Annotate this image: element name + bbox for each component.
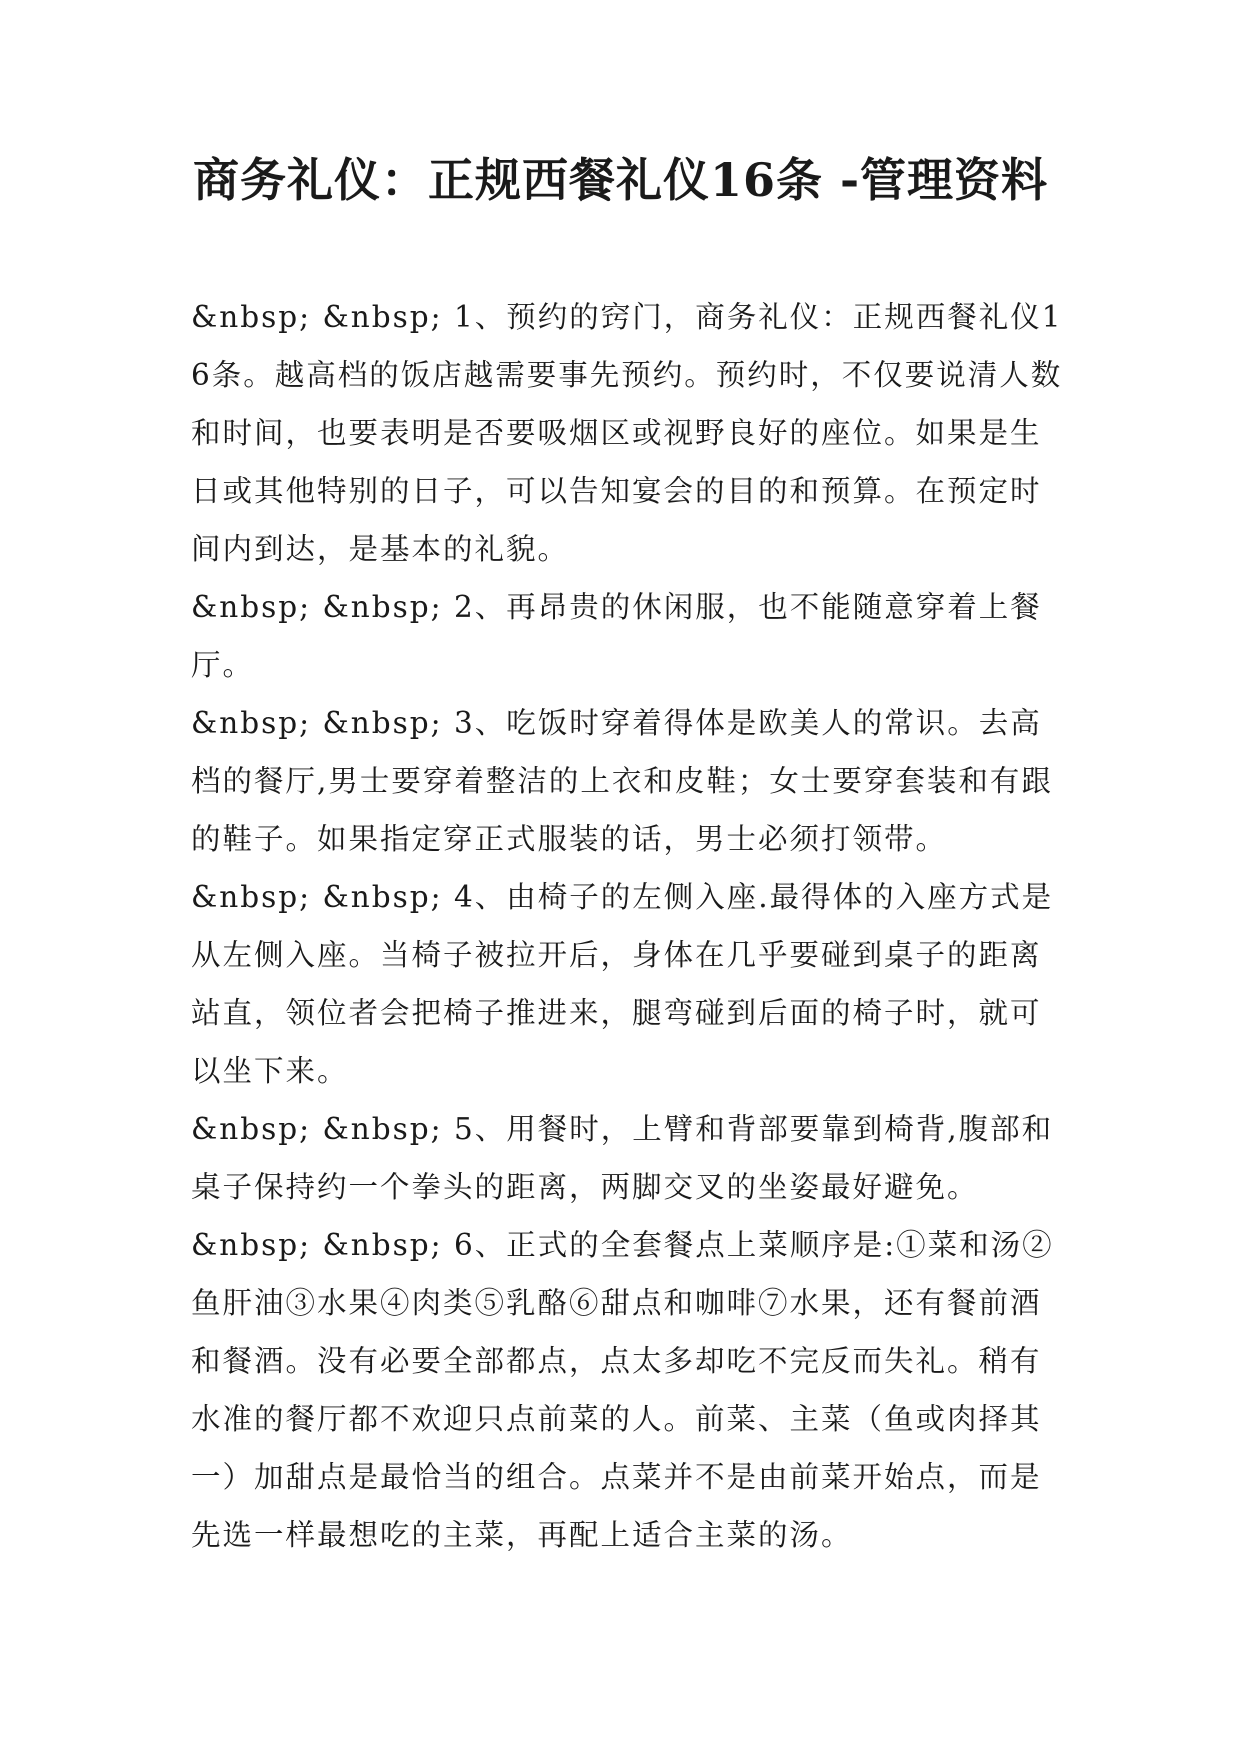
paragraph-3: &nbsp; &nbsp; 3、吃饭时穿着得体是欧美人的常识。去高档的餐厅,男士要穿着整洁的上衣和皮鞋；女士要穿套装和有跟的鞋子。如果指定穿正式服装的话，男士必须打领带。 [191,706,1053,856]
paragraph-2: &nbsp; &nbsp; 2、再昂贵的休闲服，也不能随意穿着上餐厅。 [191,590,1042,682]
document-title: 商务礼仪：正规西餐礼仪16条 -管理资料 [192,153,1049,207]
document-body [191,288,1071,1564]
paragraph-1: &nbsp; &nbsp; 1、预约的窍门，商务礼仪：正规西餐礼仪16条。越高档的饭店越需要事先预约。预约时，不仅要说清人数和时间，也要表明是否要吸烟区或视野良好的座位。如果是生日或其他特别的日子，可以告知宴会的目的和预算。在预定时间内到达，是基本的礼貌。 [191,300,1063,566]
paragraph-6: &nbsp; &nbsp; 6、正式的全套餐点上菜顺序是:①菜和汤②鱼肝油③水果④肉类⑤乳酪⑥甜点和咖啡⑦水果，还有餐前酒和餐酒。没有必要全部都点，点太多却吃不完反而失礼。稍有水准的餐厅都不欢迎只点前菜的人。前菜、主菜（鱼或肉择其一）加甜点是最恰当的组合。点菜并不是由前菜开始点，而是先选一样最想吃的主菜，再配上适合主菜的汤。 [191,1228,1054,1552]
paragraph-4: &nbsp; &nbsp; 4、由椅子的左侧入座.最得体的入座方式是从左侧入座。当椅子被拉开后，身体在几乎要碰到桌子的距离站直，领位者会把椅子推进来，腿弯碰到后面的椅子时，就可以坐下来。 [191,880,1054,1088]
paragraph-5: &nbsp; &nbsp; 5、用餐时，上臂和背部要靠到椅背,腹部和桌子保持约一个拳头的距离，两脚交叉的坐姿最好避免。 [191,1112,1054,1204]
